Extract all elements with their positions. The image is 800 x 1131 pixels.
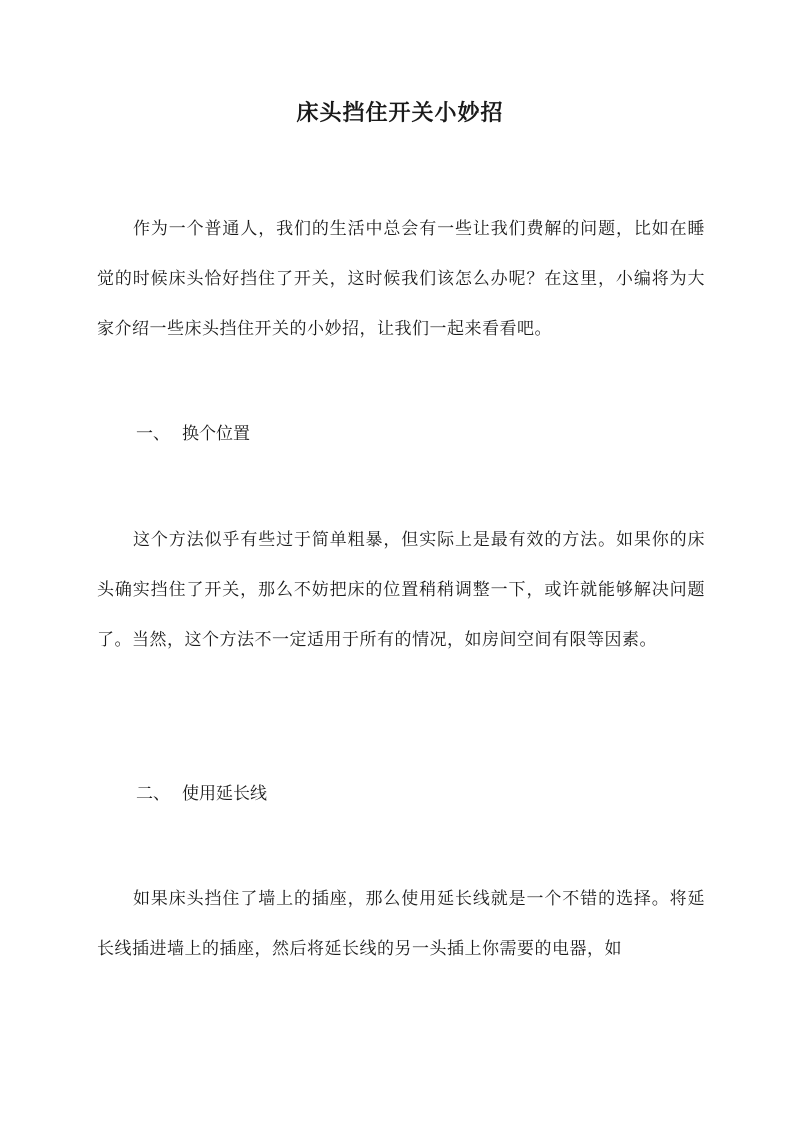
document-title: 床头挡住开关小妙招 [296,100,504,126]
intro-paragraph: 作为一个普通人，我们的生活中总会有一些让我们费解的问题，比如在睡觉的时候床头恰好挡住了开关，这时候我们该怎么办呢？在这里，小编将为大家介绍一些床头挡住开关的小妙招，让我们一起来看看吧。 [97,219,705,339]
section-title-1: 换个位置 [182,424,250,444]
section-body-2: 如果床头挡住了墙上的插座，那么使用延长线就是一个不错的选择。将延长线插进墙上的插座，然后将延长线的另一头插上你需要的电器，如 [97,889,705,959]
section-heading-2 [136,779,267,809]
section-heading-1 [136,419,250,449]
section-body-1: 这个方法似乎有些过于简单粗暴，但实际上是最有效的方法。如果你的床头确实挡住了开关，那么不妨把床的位置稍稍调整一下，或许就能够解决问题了。当然，这个方法不一定适用于所有的情况，如房间空间有限等因素。 [97,530,705,650]
section-number-2: 二、 [136,784,170,804]
section-title-2: 使用延长线 [182,784,267,804]
section-number-1: 一、 [136,424,170,444]
